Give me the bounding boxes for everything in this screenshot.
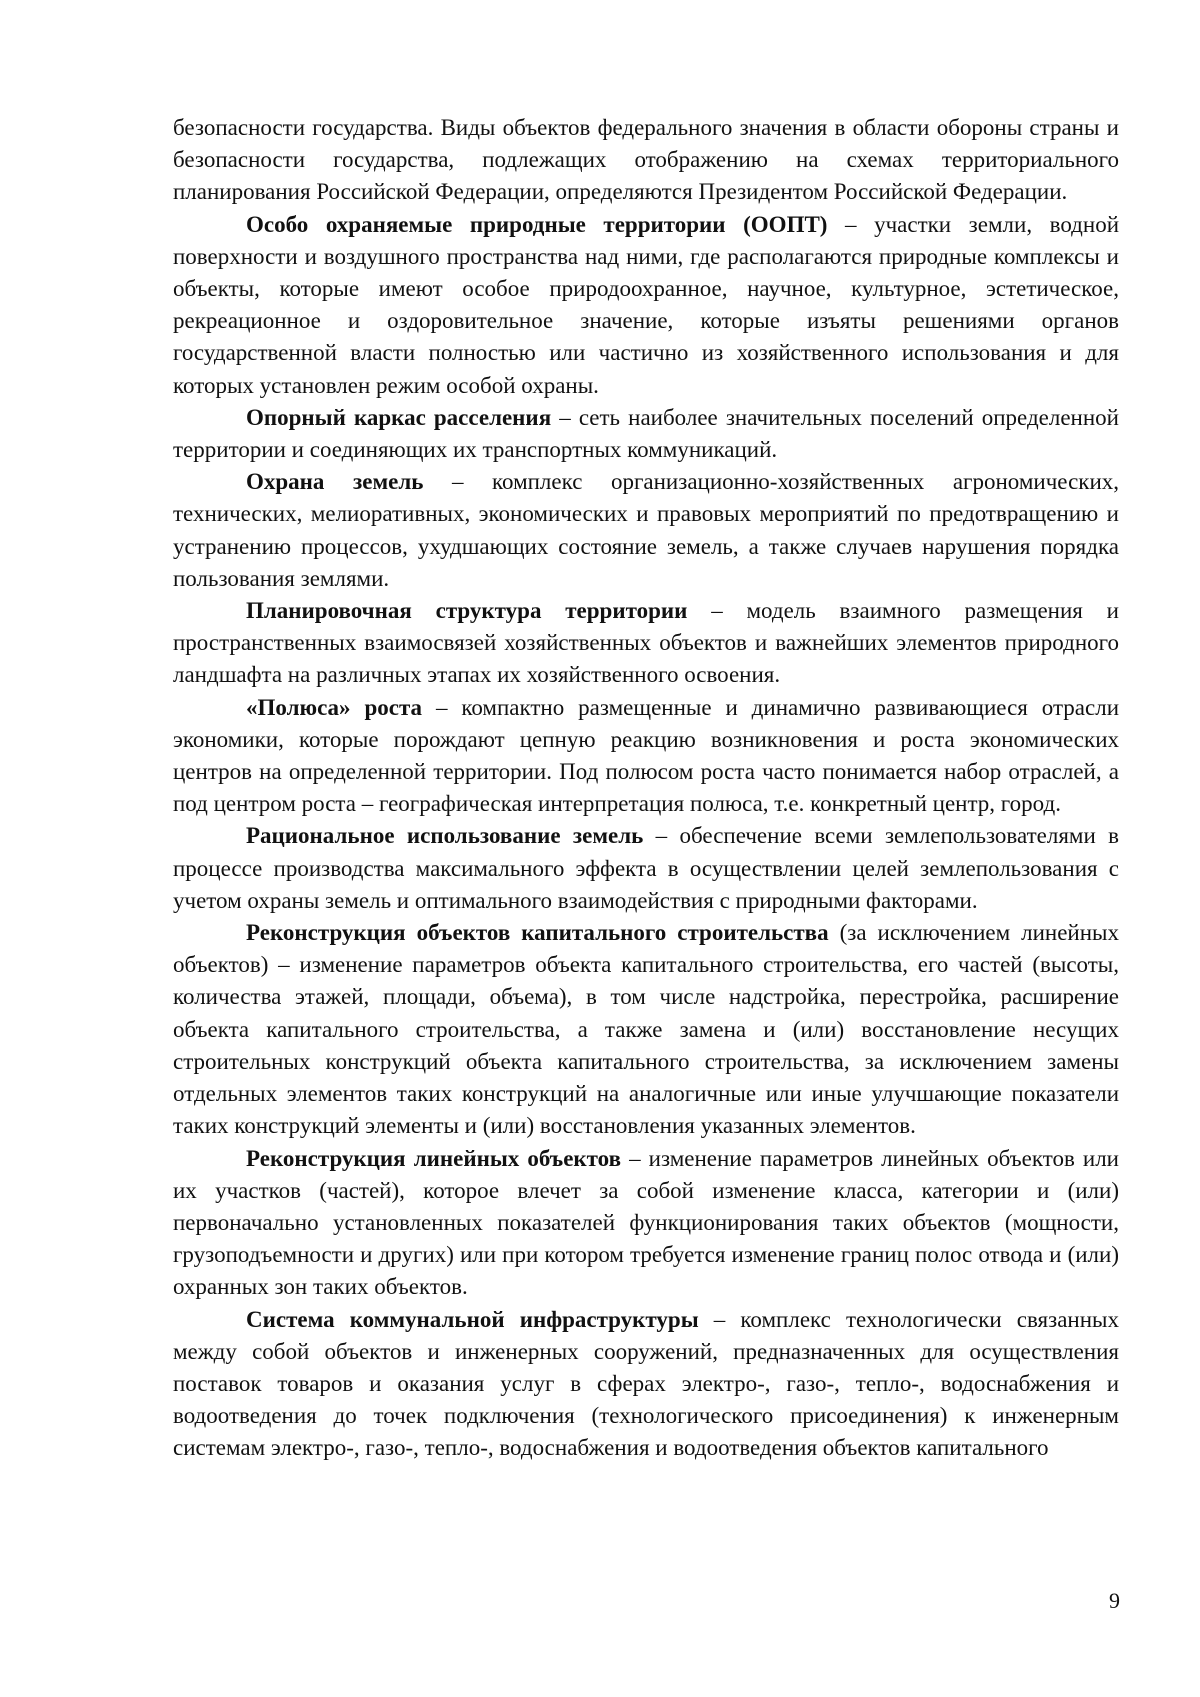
- definition-term: Реконструкция объектов капитального строительства: [246, 920, 829, 946]
- definition-paragraph: [173, 1304, 1119, 1465]
- definition-term: Реконструкция линейных объектов: [246, 1145, 621, 1171]
- definition-term: Особо охраняемые природные территории (ООПТ): [246, 211, 828, 237]
- definition-text: – изменение параметров линейных объектов или их участков (частей), которое влечет за собой изменение класса, категории и (или) первоначально установленных показателей функционирования таких объектов (мощности, грузоподъемности и других) или при котором требуется изменение границ полос отвода и (или) охранных зон таких объектов.: [173, 1145, 1119, 1300]
- definition-paragraph: [173, 692, 1119, 821]
- definition-term: Охрана земель: [246, 469, 424, 495]
- definition-text: (за исключением линейных объектов) – изменение параметров объекта капитального строительства, его частей (высоты, количества этажей, площади, объема), в том числе надстройка, перестройка, расширение объекта капитального строительства, а также замена и (или) восстановление несущих строительных конструкций объекта капитального строительства, за исключением замены отдельных элементов таких конструкций на аналогичные или иные улучшающие показатели таких конструкций элементы и (или) восстановления указанных элементов.: [173, 920, 1119, 1139]
- page-number: 9: [1109, 1588, 1120, 1613]
- definition-text: – участки земли, водной поверхности и воздушного пространства над ними, где располагаются природные комплексы и объекты, которые имеют особое природоохранное, научное, культурное, эстетическое, рекреационное и оздоровительное значение, которые изъяты решениями органов государственной власти полностью или частично из хозяйственного использования и для которых установлен режим особой охраны.: [173, 211, 1119, 398]
- definition-term: «Полюса» роста: [246, 694, 423, 720]
- definition-paragraph: [173, 820, 1119, 917]
- definition-text: – обеспечение всеми землепользователями в процессе производства максимального эффекта в осуществлении целей землепользования с учетом охраны земель и оптимального взаимодействия с природными факторами.: [173, 823, 1119, 913]
- definition-text: – комплекс технологически связанных между собой объектов и инженерных сооружений, предназначенных для осуществления поставок товаров и оказания услуг в сферах электро-, газо-, тепло-, водоснабжения и водоотведения до точек подключения (технологического присоединения) к инженерным системам электро-, газо-, тепло-, водоснабжения и водоотведения объектов капитального: [173, 1306, 1119, 1461]
- definition-term: Опорный каркас расселения: [246, 404, 552, 430]
- definition-paragraph: [173, 1143, 1119, 1304]
- definition-paragraph: [173, 466, 1119, 595]
- definition-paragraph: [173, 209, 1119, 402]
- definition-text: – сеть наиболее значительных поселений определенной территории и соединяющих их транспортных коммуникаций.: [173, 404, 1119, 463]
- definition-text: – модель взаимного размещения и пространственных взаимосвязей хозяйственных объектов и важнейших элементов природного ландшафта на различных этапах их хозяйственного освоения.: [173, 598, 1119, 688]
- page-body: [173, 112, 1119, 1465]
- paragraph-text: безопасности государства. Виды объектов федерального значения в области обороны страны и безопасности государства, подлежащих отображению на схемах территориального планирования Российской Федерации, определяются Президентом Российской Федерации.: [173, 115, 1119, 205]
- definition-term: Система коммунальной инфраструктуры: [246, 1306, 699, 1332]
- definition-text: – компактно размещенные и динамично развивающиеся отрасли экономики, которые порождают цепную реакцию возникновения и роста экономических центров на определенной территории. Под полюсом роста часто понимается набор отраслей, а под центром роста – географическая интерпретация полюса, т.е. конкретный центр, город.: [173, 694, 1119, 817]
- definition-paragraph: [173, 595, 1119, 692]
- definition-term: Рациональное использование земель: [246, 823, 644, 849]
- paragraph-continuation: [173, 112, 1119, 209]
- definition-paragraph: [173, 402, 1119, 466]
- definition-paragraph: [173, 917, 1119, 1142]
- definition-term: Планировочная структура территории: [246, 598, 688, 624]
- definition-text: – комплекс организационно-хозяйственных агрономических, технических, мелиоративных, экономических и правовых мероприятий по предотвращению и устранению процессов, ухудшающих состояние земель, а также случаев нарушения порядка пользования землями.: [173, 469, 1120, 591]
